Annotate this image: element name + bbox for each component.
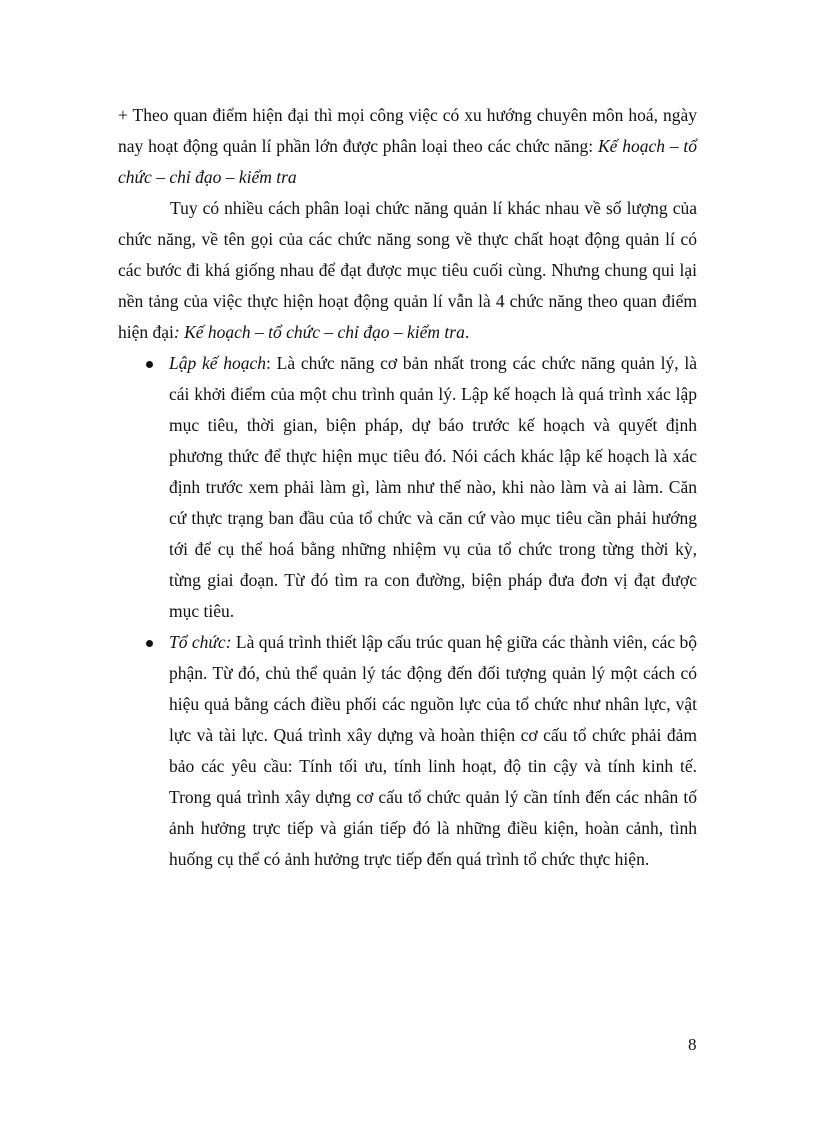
bullet-icon	[146, 640, 153, 647]
italic-functions: Kế hoạch – tổ chức – chỉ đạo – kiểm tra	[118, 136, 697, 187]
term-organizing: Tổ chức	[169, 632, 226, 652]
page-number: 8	[688, 1035, 697, 1054]
bullet-icon	[146, 361, 153, 368]
function-list	[118, 348, 697, 875]
paragraph-text: Tuy có nhiều cách phân loại chức năng quản lí khác nhau về số lượng của chức năng, về tên gọi của các chức năng song về thực chất hoạt động quản lí có các bước đi khá giống nhau để đạt được mục tiêu cuối cùng. Nhưng chung qui lại nền tảng của việc thực hiện hoạt động quản lí vẫn là 4 chức năng theo quan điểm hiện đại	[118, 198, 697, 342]
term-separator: :	[225, 632, 232, 652]
italic-functions: Kế hoạch – tổ chức – chỉ đạo – kiểm tra	[184, 322, 465, 342]
paragraph-classification	[118, 193, 697, 348]
paragraph-modern-view	[118, 100, 697, 193]
item-text: Là quá trình thiết lập cấu trúc quan hệ giữa các thành viên, các bộ phận. Từ đó, chủ thể quản lý tác động đến đối tượng quản lý một cách có hiệu quả bằng cách điều phối các nguồn lực của tổ chức như nhân lực, vật lực và tài lực. Quá trình xây dựng và hoàn thiện cơ cấu tổ chức phải đảm bảo các yêu cầu: Tính tối ưu, tính linh hoạt, độ tin cậy và tính kinh tế. Trong quá trình xây dựng cơ cấu tổ chức quản lý cần tính đến các nhân tố ảnh hưởng trực tiếp và gián tiếp đó là những điều kiện, hoàn cảnh, tình huống cụ thể có ảnh hưởng trực tiếp đến quá trình tổ chức thực hiện.	[169, 632, 697, 869]
body-text	[118, 100, 697, 875]
list-item-planning	[118, 348, 697, 627]
paragraph-text: + Theo quan điểm hiện đại thì mọi công việc có xu hướng chuyên môn hoá, ngày nay hoạt động quản lí phần lớn được phân loại theo các chức năng:	[118, 105, 697, 156]
period: .	[464, 322, 470, 342]
list-item-organizing	[118, 627, 697, 875]
colon: :	[173, 322, 185, 342]
item-text: Là chức năng cơ bản nhất trong các chức năng quản lý, là cái khởi điểm của một chu trình quản lý. Lập kế hoạch là quá trình xác lập mục tiêu, thời gian, biện pháp, dự báo trước kế hoạch và quyết định phương thức để thực hiện mục tiêu đó. Nói cách khác lập kế hoạch là xác định trước xem phải làm gì, làm như thế nào, khi nào làm và ai làm. Căn cứ thực trạng ban đầu của tổ chức và căn cứ vào mục tiêu cần phải hướng tới để cụ thể hoá bằng những nhiệm vụ của tổ chức trong từng thời kỳ, từng giai đoạn. Từ đó tìm ra con đường, biện pháp đưa đơn vị đạt được mục tiêu.	[169, 353, 697, 621]
term-separator: :	[266, 353, 271, 373]
term-planning: Lập kế hoạch	[169, 353, 267, 373]
